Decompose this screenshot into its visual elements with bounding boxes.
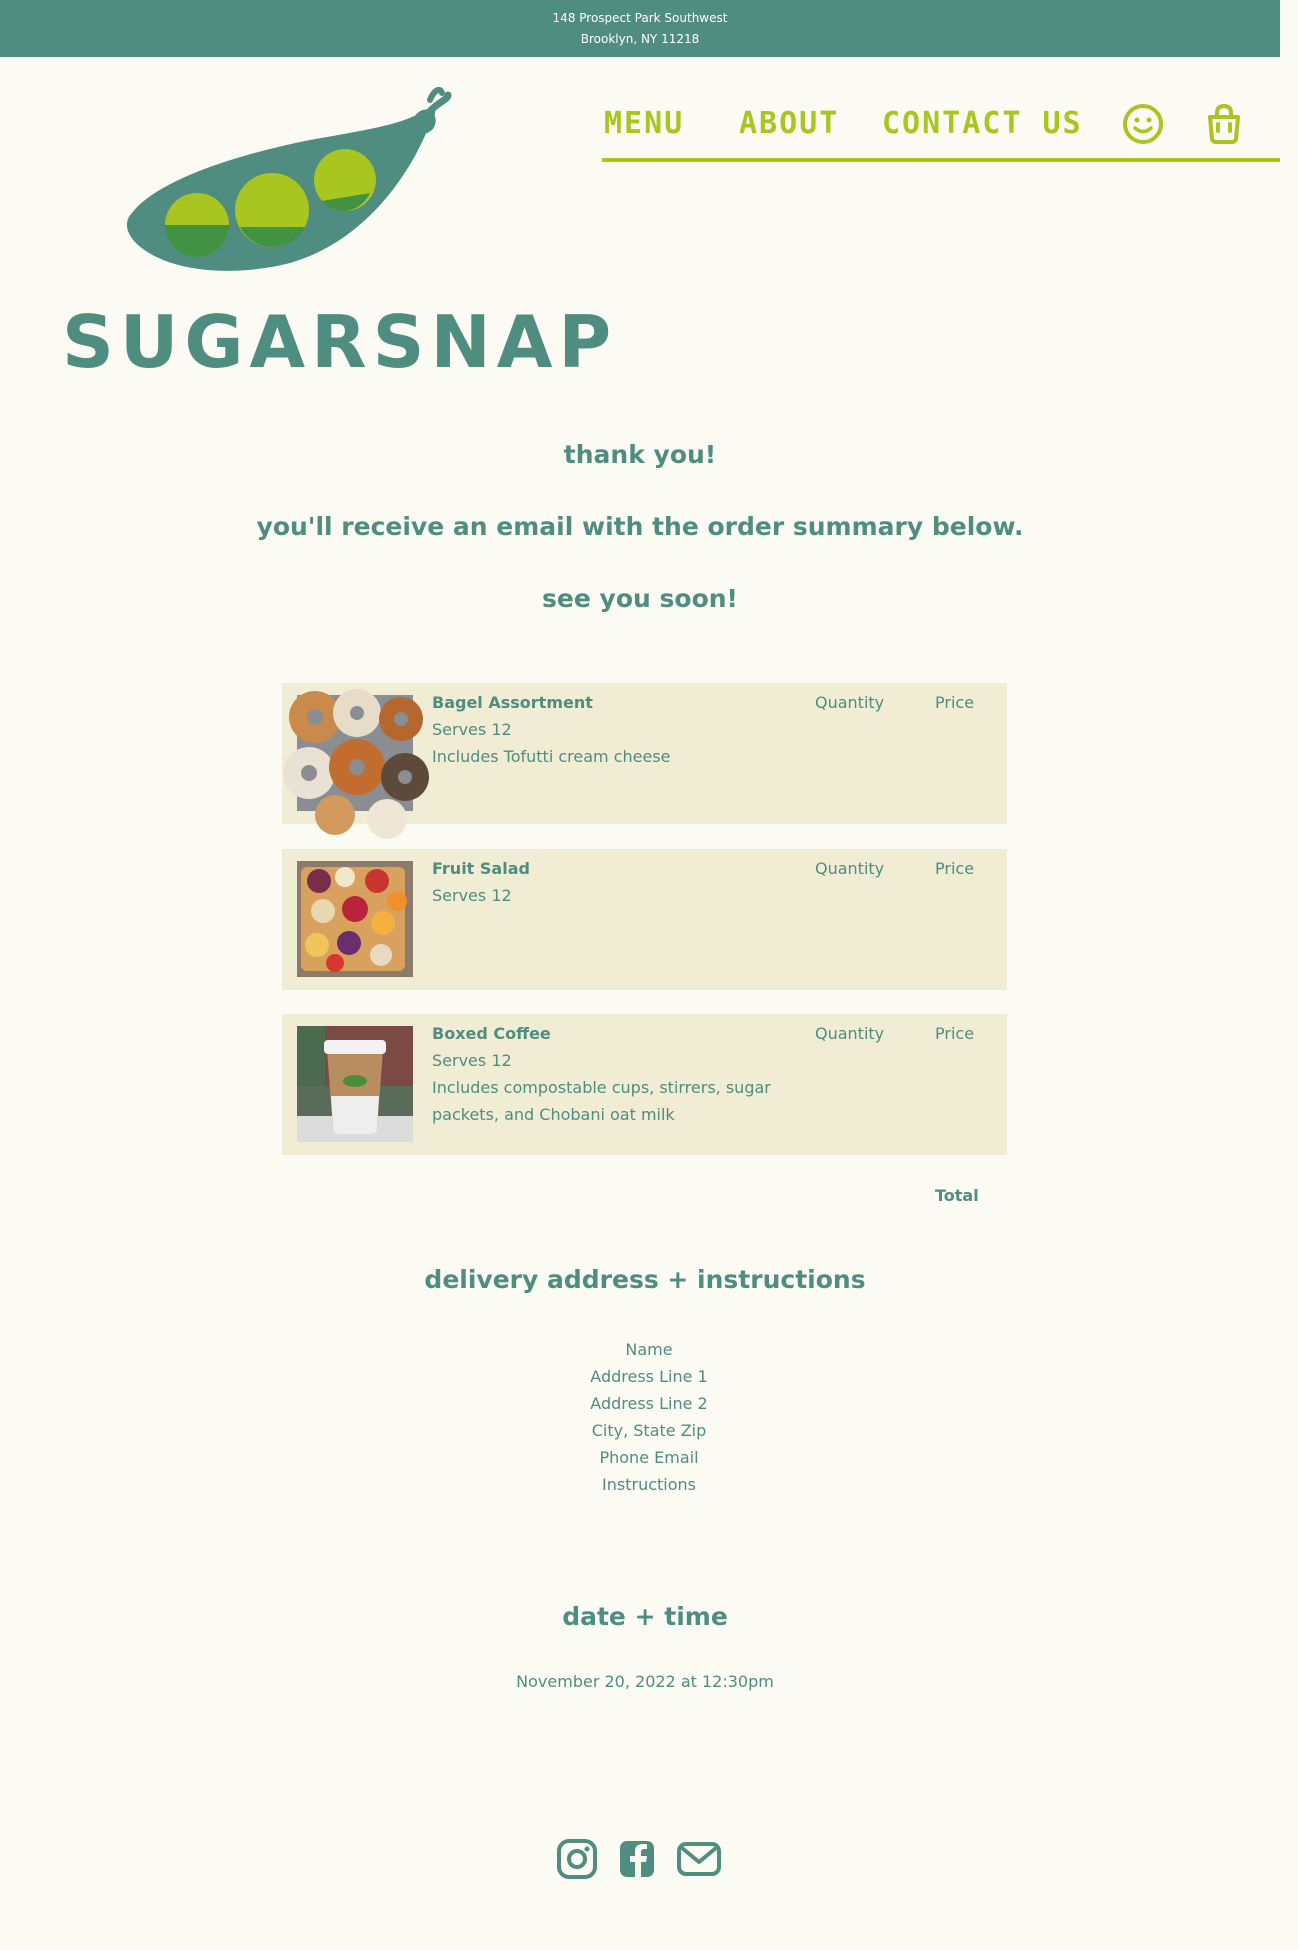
nav-contact-us[interactable]: CONTACT US [882,106,1083,141]
order-item [282,849,1007,990]
price-label: Price [935,859,975,878]
fruit-platter-photo [297,861,413,977]
instagram-icon[interactable] [556,1838,598,1884]
item-name: Boxed Coffee [432,1024,551,1043]
svg-text:SUGARSNAP: SUGARSNAP [62,300,618,384]
delivery-city-state-zip: City, State Zip [591,1421,707,1440]
email-icon[interactable] [676,1838,722,1884]
email-note: you'll receive an email with the order summary below. [256,512,1024,541]
delivery-title: delivery address + instructions [424,1265,866,1294]
main-nav [602,100,1280,162]
price-label: Price [935,693,975,712]
nav-menu[interactable]: MENU [604,106,685,141]
item-includes: Includes compostable cups, stirrers, sugar packets, and Chobani oat milk [432,1078,771,1124]
see-you-soon: see you soon! [542,584,738,613]
item-details [432,1020,802,1128]
delivery-instructions: Instructions [602,1475,696,1494]
order-item [282,1014,1007,1155]
smiley-icon[interactable] [1122,103,1164,149]
shopping-bag-icon[interactable] [1204,103,1244,149]
order-item [282,683,1007,824]
delivery-phone-email: Phone Email [599,1448,699,1467]
item-serves: Serves 12 [432,1051,512,1070]
thank-you-heading: thank you! [563,440,717,469]
item-details [432,855,802,909]
delivery-address-line-2: Address Line 2 [590,1394,708,1413]
date-time-title: date + time [562,1602,728,1631]
delivery-name: Name [625,1340,673,1359]
item-serves: Serves 12 [432,886,512,905]
sugarsnap-logo[interactable] [60,95,618,385]
bagels-photo [297,695,413,811]
delivery-address [0,1336,1298,1498]
nav-about[interactable]: ABOUT [739,106,840,141]
address-line-1: 148 Prospect Park Southwest [552,10,728,25]
item-name: Fruit Salad [432,859,530,878]
item-name: Bagel Assortment [432,693,593,712]
date-time-value: November 20, 2022 at 12:30pm [516,1672,774,1691]
quantity-label: Quantity [815,1024,885,1043]
quantity-label: Quantity [815,859,885,878]
delivery-address-line-1: Address Line 1 [590,1367,708,1386]
address-bar [0,0,1280,57]
coffee-cup-photo [297,1026,413,1142]
item-details [432,689,802,770]
address-line-2: Brooklyn, NY 11218 [580,31,700,46]
total-label: Total [935,1186,979,1205]
quantity-label: Quantity [815,693,885,712]
item-includes: Includes Tofutti cream cheese [432,747,671,766]
facebook-icon[interactable] [618,1838,656,1884]
price-label: Price [935,1024,975,1043]
item-serves: Serves 12 [432,720,512,739]
